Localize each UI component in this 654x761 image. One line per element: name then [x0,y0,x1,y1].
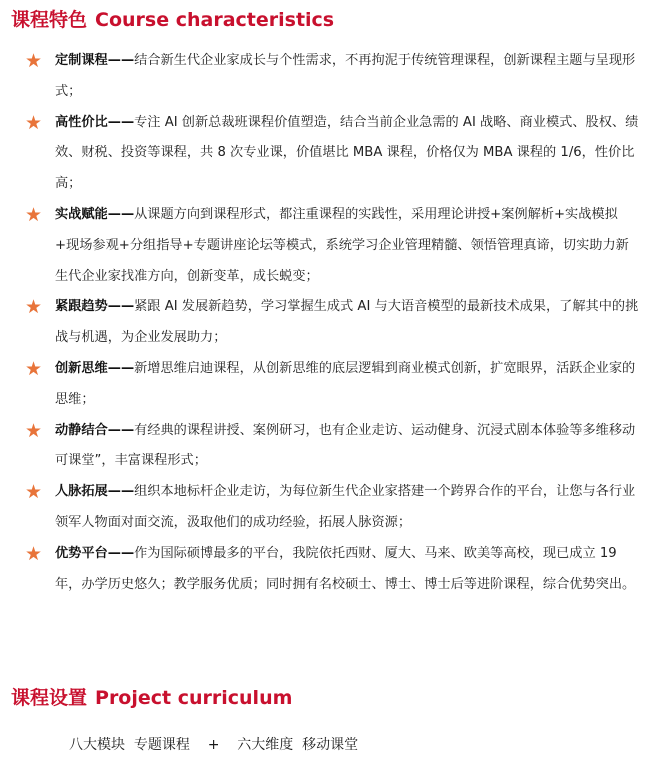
feature-innovative-thinking [0,354,654,416]
feature-title: 优势平台 [55,545,108,561]
feature-cost-effective [0,108,654,200]
feature-text: 作为国际硕博最多的平台，我院依托西财、厦大、马来、欧美等高校，现已成立 19 年，办学历史悠久；教学服务优质；同时拥有名校硕士、博士、博士后等进阶课程，综合优势突出。 [55,545,636,592]
feature-dash: —— [107,53,135,68]
title-cn: 课程特色 [11,9,88,31]
feature-dash: —— [107,422,135,438]
star-icon: ★ [25,357,43,380]
feature-custom-course [0,46,654,108]
star-icon: ★ [25,50,43,72]
star-icon: ★ [25,419,43,442]
feature-text: 新增思维启迪课程，从创新思维的底层逻辑到商业模式创新，扩宽眼界，活跃企业家的思维； [55,360,636,407]
project-curriculum-title [11,686,292,710]
feature-dash: —— [107,114,135,130]
feature-title: 创新思维 [55,360,108,376]
feature-text: 有经典的课程讲授、案例研习，也有企业走访、运动健身、沉浸式剧本体验等多维移动可课堂”，丰富课程形式； [55,422,636,469]
title-cn: 课程设置 [11,687,88,709]
feature-advantage-platform [0,539,654,601]
feature-title: 高性价比 [55,114,108,130]
feature-practical-empowerment [0,200,654,292]
star-icon: ★ [25,203,43,226]
features-list [0,46,654,600]
star-icon: ★ [25,481,43,504]
feature-dash: —— [107,484,135,500]
feature-title: 实战赋能 [55,206,108,222]
title-en: Project curriculum [95,687,293,709]
feature-dash: —— [107,299,135,315]
feature-title: 人脉拓展 [55,484,108,500]
feature-text: 结合新生代企业家成长与个性需求，不再拘泥于传统管理课程，创新课程主题与呈现形式； [55,53,636,99]
feature-text: 紧跟 AI 发展新趋势，学习掌握生成式 AI 与大语音模型的最新技术成果，了解其中的挑战与机遇，为企业发展助力； [55,299,639,346]
feature-dash: —— [107,545,135,561]
star-icon: ★ [25,111,43,134]
course-characteristics-title [11,8,334,32]
feature-title: 紧跟趋势 [55,299,108,315]
feature-text: 组织本地标杆企业走访，为每位新生代企业家搭建一个跨界合作的平台，让您与各行业领军人物面对面交流，汲取他们的成功经验，拓展人脉资源； [55,484,636,530]
feature-follow-trends [0,292,654,354]
feature-dynamic-static [0,416,654,478]
feature-text: 专注 AI 创新总裁班课程价值塑造，结合当前企业急需的 AI 战略、商业模式、股权、绩效、财税、投资等课程，共 8 次专业课，价值堪比 MBA 课程，价格仅为 MBA 课程的 1/6，性价比高； [55,114,639,192]
star-icon: ★ [25,542,43,565]
feature-text: 从课题方向到课程形式，都注重课程的实践性，采用理论讲授+案例解析+实战模拟+现场参观+分组指导+专题讲座论坛等模式，系统学习企业管理精髓、领悟管理真谛，切实助力新生代企业家找准方向，创新变革，成长蜕变； [55,206,629,284]
feature-dash: —— [107,360,135,376]
title-en: Course characteristics [95,9,335,31]
feature-dash: —— [107,206,135,222]
curriculum-summary: 八大模块 专题课程 + 六大维度 移动课堂 [69,737,359,753]
star-icon: ★ [25,296,43,319]
feature-network-expansion [0,477,654,539]
feature-title: 动静结合 [55,422,108,438]
feature-title: 定制课程 [55,53,108,68]
